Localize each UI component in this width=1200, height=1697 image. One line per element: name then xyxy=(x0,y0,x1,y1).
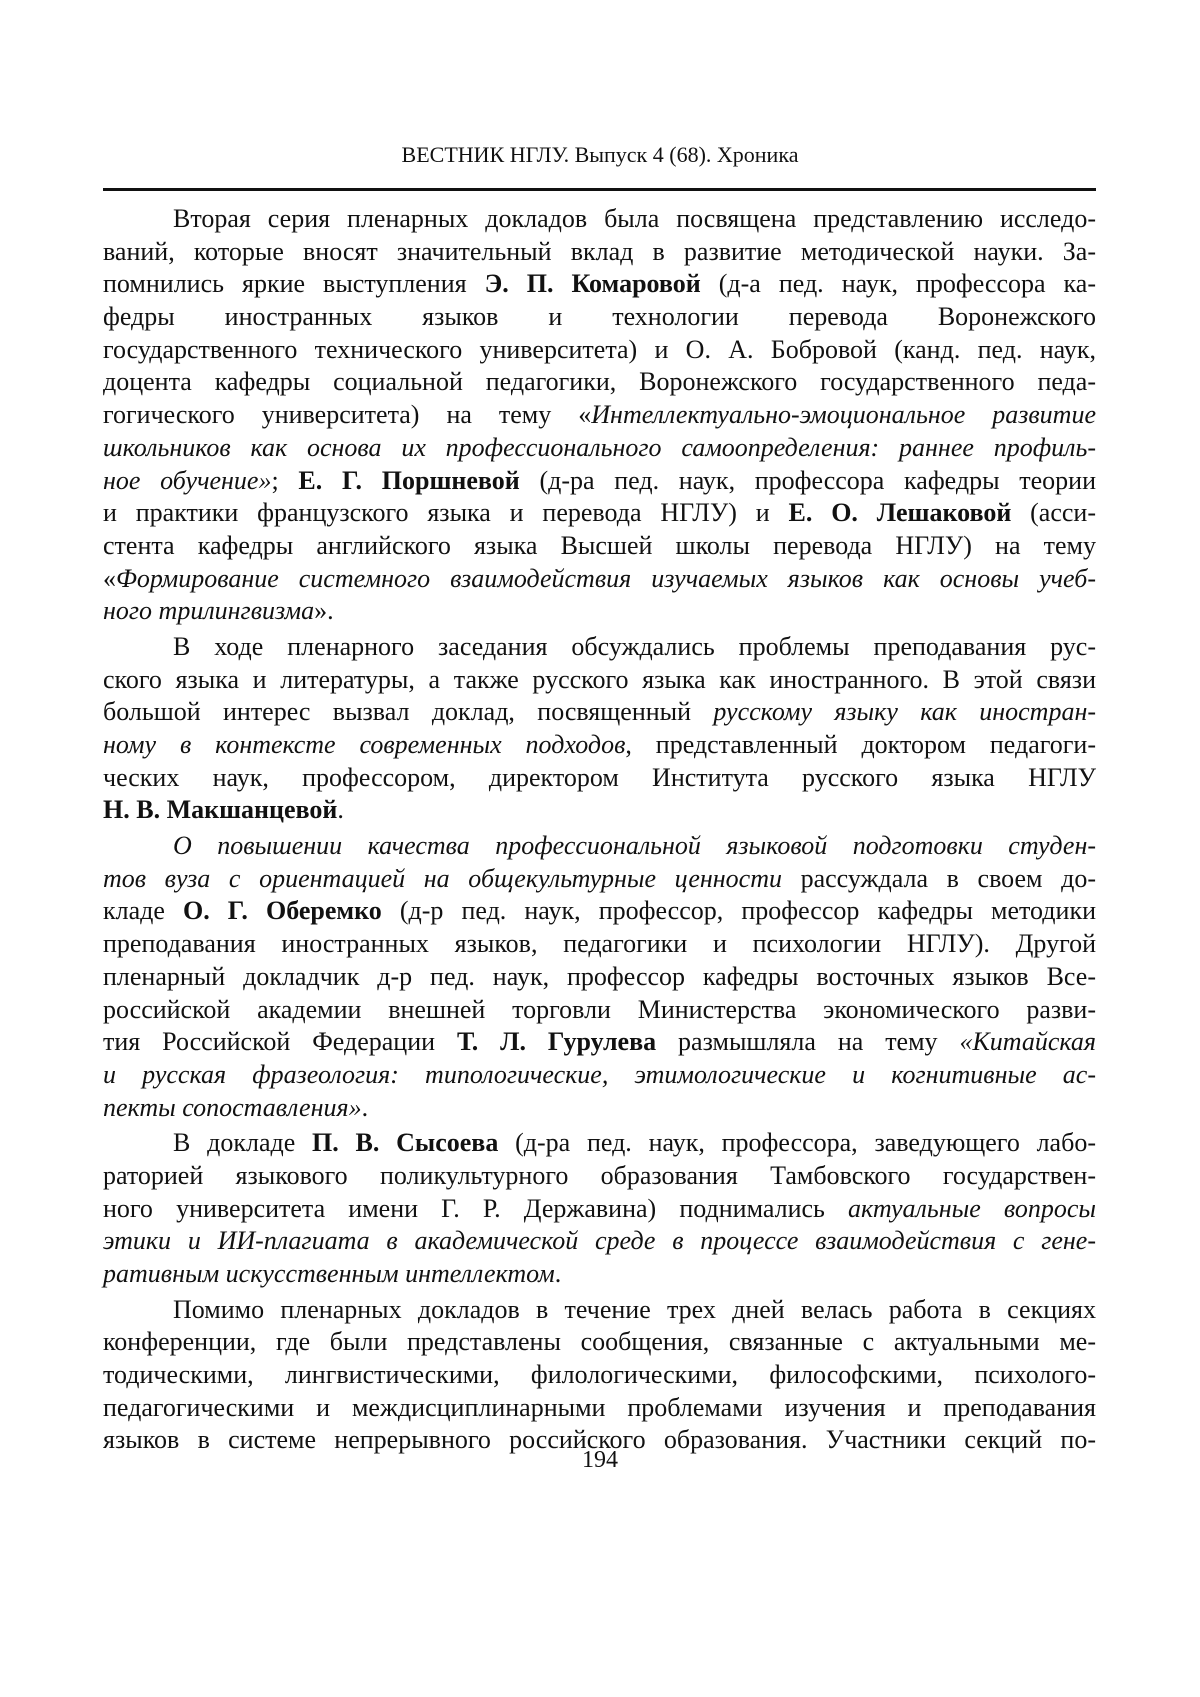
text-line xyxy=(103,1359,1096,1392)
author-name: Т. Л. Гурулева xyxy=(457,1027,656,1056)
text-run: . xyxy=(337,795,344,824)
text-run: языков в системе непрерывного российского образования. Участники секций по- xyxy=(103,1425,1096,1454)
text-run: преподавания иностранных языков, педагогики и психологии НГЛУ). Другой xyxy=(103,929,1096,958)
text-line xyxy=(103,595,1096,628)
text-run: педагогическими и междисциплинарными проблемами изучения и преподавания xyxy=(103,1393,1096,1422)
report-topic: и русская фразеология: типологические, этимологические и когнитивные ас- xyxy=(103,1060,1096,1089)
text-line xyxy=(103,696,1096,729)
paragraph xyxy=(103,203,1096,628)
author-name: Е. Г. Поршневой xyxy=(298,466,519,495)
text-line xyxy=(103,729,1096,762)
paragraph xyxy=(103,631,1096,827)
paragraph xyxy=(103,1294,1096,1457)
text-line xyxy=(103,236,1096,269)
report-topic: О повышении качества профессиональной языковой подготовки студен- xyxy=(173,831,1096,860)
author-name: Е. О. Лешаковой xyxy=(789,498,1012,527)
report-topic: русскому языку как иностран- xyxy=(713,697,1096,726)
report-topic: ное обучение» xyxy=(103,466,271,495)
text-run: (д-р пед. наук, профессор, профессор кафедры методики xyxy=(382,896,1096,925)
text-line xyxy=(103,1294,1096,1327)
report-topic: актуальные вопросы xyxy=(848,1194,1096,1223)
article-body xyxy=(103,203,1096,1460)
text-line xyxy=(103,794,1096,827)
text-line xyxy=(103,1026,1096,1059)
text-line xyxy=(103,563,1096,596)
text-run: гогического университета) на тему « xyxy=(103,400,591,429)
text-run: ». xyxy=(314,596,334,625)
report-topic: «Китайская xyxy=(959,1027,1096,1056)
report-topic: тов вуза с ориентацией на общекультурные ценности xyxy=(103,864,782,893)
text-line xyxy=(103,432,1096,465)
report-topic: Формирование системного взаимодействия изучаемых языков как основы учеб- xyxy=(116,564,1096,593)
text-line xyxy=(103,334,1096,367)
text-run: тия Российской Федерации xyxy=(103,1027,457,1056)
author-name: О. Г. Оберемко xyxy=(183,896,382,925)
paragraph xyxy=(103,1127,1096,1290)
text-run: Вторая серия пленарных докладов была посвящена представлению исследо- xyxy=(173,204,1096,233)
text-line xyxy=(103,961,1096,994)
report-topic: пекты сопоставления» xyxy=(103,1093,362,1122)
text-line xyxy=(103,1092,1096,1125)
text-line xyxy=(103,830,1096,863)
text-line xyxy=(103,366,1096,399)
text-line xyxy=(103,301,1096,334)
text-line xyxy=(103,895,1096,928)
author-name: П. В. Сысоева xyxy=(312,1128,498,1157)
text-run: рассуждала в своем до- xyxy=(782,864,1096,893)
text-run: (д-а пед. наук, профессора ка- xyxy=(701,269,1096,298)
text-run: пленарный докладчик д-р пед. наук, профессор кафедры восточных языков Все- xyxy=(103,962,1096,991)
text-line xyxy=(103,762,1096,795)
report-topic: этики и ИИ-плагиата в академической среде в процессе взаимодействия с гене- xyxy=(103,1226,1096,1255)
text-line xyxy=(103,631,1096,664)
text-run: . xyxy=(362,1093,369,1122)
running-head: ВЕСТНИК НГЛУ. Выпуск 4 (68). Хроника xyxy=(0,142,1200,168)
text-run: тодическими, лингвистическими, филологическими, философскими, психолого- xyxy=(103,1360,1096,1389)
text-line xyxy=(103,497,1096,530)
text-line xyxy=(103,1160,1096,1193)
text-run: помнились яркие выступления xyxy=(103,269,485,298)
report-topic: Интеллектуально-эмоциональное развитие xyxy=(591,400,1096,429)
text-run: Помимо пленарных докладов в течение трех дней велась работа в секциях xyxy=(173,1295,1096,1324)
text-run: конференции, где были представлены сообщения, связанные с актуальными ме- xyxy=(103,1327,1096,1356)
report-topic: школьников как основа их профессионального самоопределения: раннее профиль- xyxy=(103,433,1096,462)
text-run: (асси- xyxy=(1011,498,1096,527)
text-run: ; xyxy=(271,466,298,495)
text-line xyxy=(103,1193,1096,1226)
text-line xyxy=(103,1326,1096,1359)
text-line xyxy=(103,863,1096,896)
text-run: , представленный доктором педагоги- xyxy=(625,730,1096,759)
paragraph xyxy=(103,830,1096,1124)
text-run: российской академии внешней торговли Министерства экономического разви- xyxy=(103,995,1096,1024)
text-run: и практики французского языка и перевода НГЛУ) и xyxy=(103,498,789,527)
text-line xyxy=(103,1127,1096,1160)
text-line xyxy=(103,1392,1096,1425)
text-run: (д-ра пед. наук, профессора, заведующего лабо- xyxy=(498,1128,1096,1157)
header-rule xyxy=(103,188,1096,191)
author-name: Э. П. Комаровой xyxy=(485,269,701,298)
text-run: федры иностранных языков и технологии перевода Воронежского xyxy=(103,302,1096,331)
text-run: размышляла на тему xyxy=(656,1027,959,1056)
text-line xyxy=(103,1059,1096,1092)
text-run: ского языка и литературы, а также русского языка как иностранного. В этой связи xyxy=(103,665,1096,694)
report-topic: ному в контексте современных подходов xyxy=(103,730,625,759)
text-line xyxy=(103,1258,1096,1291)
text-run: доцента кафедры социальной педагогики, Воронежского государственного педа- xyxy=(103,367,1096,396)
text-line xyxy=(103,268,1096,301)
text-run: раторией языкового поликультурного образования Тамбовского государствен- xyxy=(103,1161,1096,1190)
text-run: большой интерес вызвал доклад, посвященный xyxy=(103,697,713,726)
text-run: В докладе xyxy=(173,1128,312,1157)
page-number: 194 xyxy=(0,1447,1200,1474)
report-topic: ративным искусственным интеллектом xyxy=(103,1259,555,1288)
text-line xyxy=(103,928,1096,961)
text-line xyxy=(103,1225,1096,1258)
text-line xyxy=(103,664,1096,697)
text-run: государственного технического университета) и О. А. Бобровой (канд. пед. наук, xyxy=(103,335,1096,364)
text-line xyxy=(103,465,1096,498)
text-line xyxy=(103,530,1096,563)
text-run: . xyxy=(555,1259,562,1288)
text-line xyxy=(103,203,1096,236)
text-run: ного университета имени Г. Р. Державина) поднимались xyxy=(103,1194,848,1223)
author-name: Н. В. Макшанцевой xyxy=(103,795,337,824)
text-run: ваний, которые вносят значительный вклад в развитие методической науки. За- xyxy=(103,237,1096,266)
text-run: стента кафедры английского языка Высшей школы перевода НГЛУ) на тему xyxy=(103,531,1096,560)
text-run: « xyxy=(103,564,116,593)
text-run: В ходе пленарного заседания обсуждались проблемы преподавания рус- xyxy=(173,632,1096,661)
report-topic: ного трилингвизма xyxy=(103,596,314,625)
text-run: ческих наук, профессором, директором Института русского языка НГЛУ xyxy=(103,763,1096,792)
text-run: (д-ра пед. наук, профессора кафедры теории xyxy=(520,466,1096,495)
text-line xyxy=(103,399,1096,432)
text-run: кладе xyxy=(103,896,183,925)
text-line xyxy=(103,994,1096,1027)
